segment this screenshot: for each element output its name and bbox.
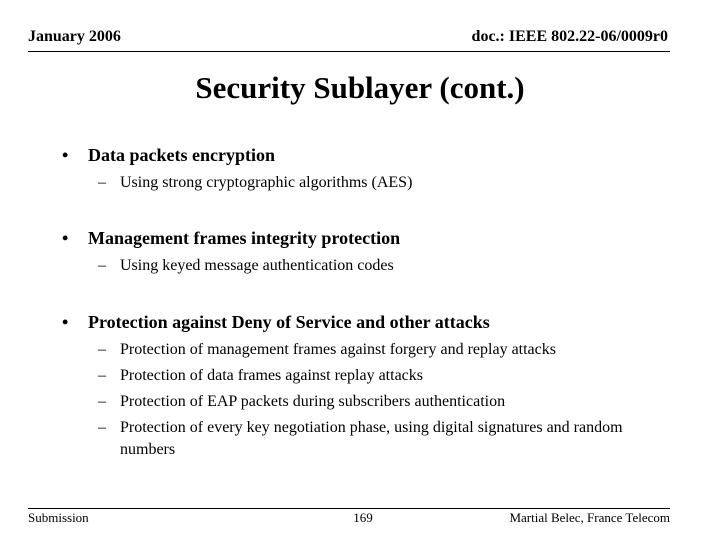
sub-text: Protection of management frames against forgery and replay attacks <box>120 341 556 358</box>
bullet-marker: • <box>62 145 69 165</box>
sub-marker: – <box>98 257 106 274</box>
header-divider <box>28 51 670 52</box>
footer-submission: Submission <box>28 510 89 525</box>
sub-text: Protection of data frames against replay attacks <box>120 367 423 384</box>
sub-marker: – <box>98 419 106 436</box>
bullet-text: Data packets encryption <box>88 145 275 165</box>
sub-text: Using keyed message authentication codes <box>120 257 394 274</box>
sub-marker: – <box>98 174 106 191</box>
bullet-text: Management frames integrity protection <box>88 228 401 248</box>
sub-text: Protection of every key negotiation phase, using digital signatures and random numbers <box>120 419 623 458</box>
slide-title: Security Sublayer (cont.) <box>195 70 525 105</box>
bullet-text: Protection against Deny of Service and other attacks <box>88 312 490 332</box>
sub-text: Protection of EAP packets during subscribers authentication <box>120 393 506 410</box>
footer-divider <box>28 508 670 509</box>
header-date: January 2006 <box>28 28 121 45</box>
bullet-marker: • <box>62 312 69 332</box>
sub-marker: – <box>98 393 106 410</box>
footer-author: Martial Belec, France Telecom <box>509 510 670 525</box>
sub-marker: – <box>98 367 106 384</box>
sub-marker: – <box>98 341 106 358</box>
footer-page-number: 169 <box>353 510 373 525</box>
sub-text: Using strong cryptographic algorithms (AES) <box>120 174 413 191</box>
header-doc-id: doc.: IEEE 802.22-06/0009r0 <box>471 28 668 45</box>
bullet-marker: • <box>62 228 69 248</box>
